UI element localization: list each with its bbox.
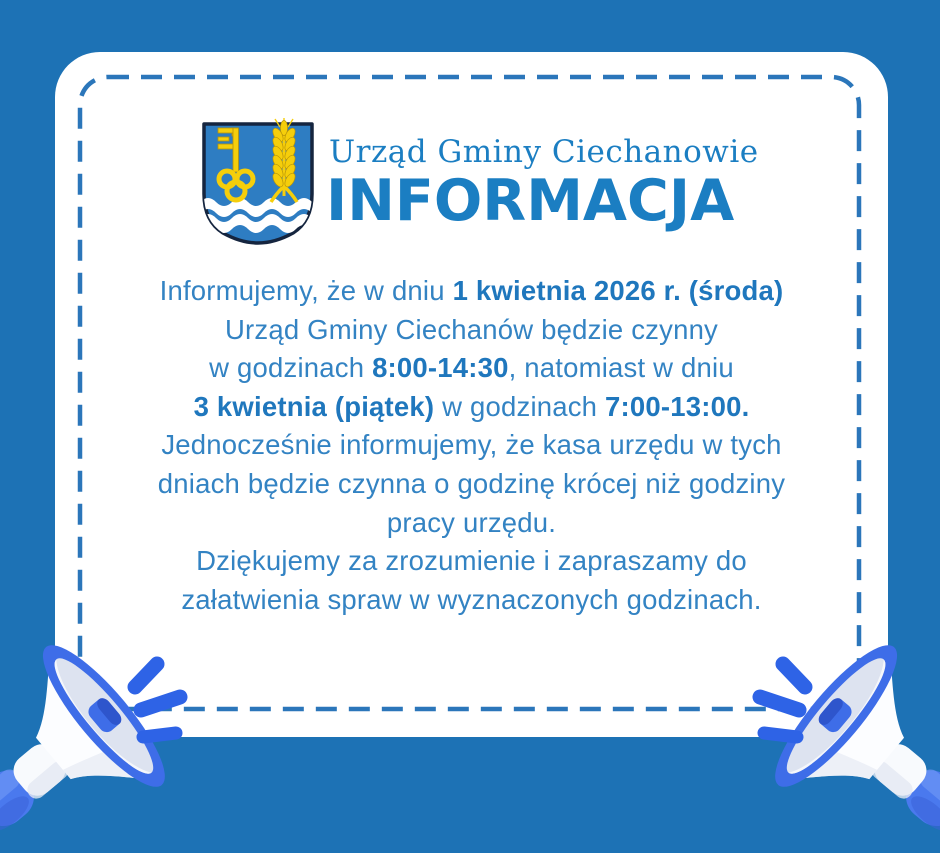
text-line: Urząd Gminy Ciechanów będzie czynny: [224, 313, 719, 345]
megaphone-illustration-right: [715, 608, 940, 848]
text-line: w godzinach 8:00-14:30, natomiast w dniu: [209, 352, 734, 384]
coat-of-arms-icon: [196, 118, 320, 248]
org-name: Urząd Gminy Ciechanowie: [329, 134, 759, 170]
page-title: INFORMACJA: [326, 168, 735, 234]
text-line: Dziękujemy za zrozumienie i zapraszamy do: [196, 545, 747, 577]
announcement-text: [83, 272, 860, 619]
text-line: 3 kwietnia (piątek) w godzinach 7:00-13:00.: [193, 390, 750, 422]
text-line: Jednocześnie informujemy, że kasa urzędu w tych: [161, 429, 782, 461]
text-line: załatwienia spraw w wyznaczonych godzinach.: [181, 583, 762, 615]
text-line: Informujemy, że w dniu 1 kwietnia 2026 r. (środa): [159, 275, 784, 306]
megaphone-illustration-left: [0, 608, 225, 848]
text-line: dniach będzie czynna o godzinę krócej niż godziny: [157, 467, 786, 499]
text-line: pracy urzędu.: [386, 506, 557, 538]
